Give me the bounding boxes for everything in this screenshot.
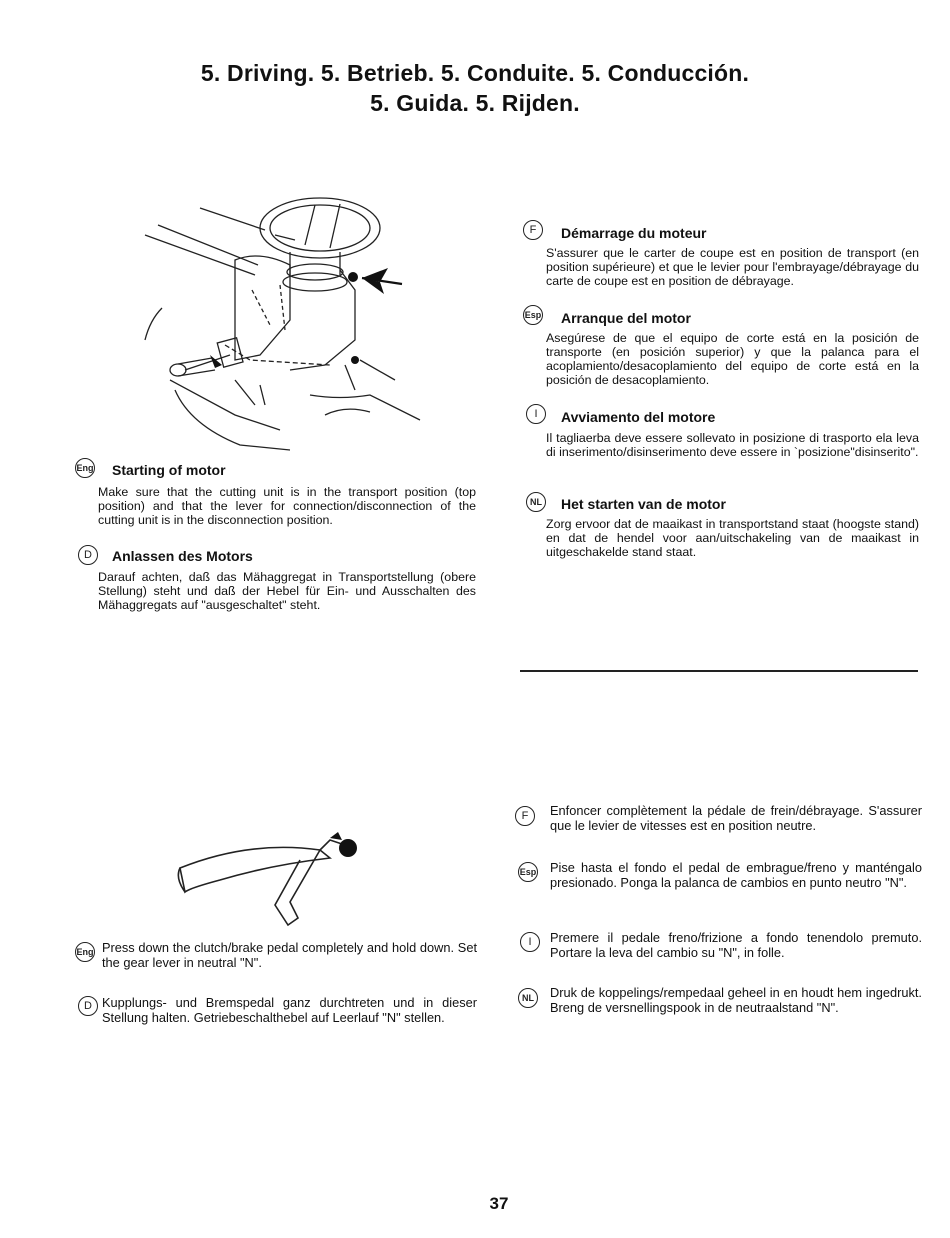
f-language-badge: F [523, 220, 543, 240]
eng-pedal-text: Press down the clutch/brake pedal completely and hold down. Set the gear lever in neutral "N". [102, 940, 477, 970]
i-pedal-text: Premere il pedale freno/frizione a fondo tenendolo premuto. Portare la leva del cambio su "N", in folle. [550, 930, 922, 960]
pedal-illustration [170, 830, 370, 930]
f-starting-text: S'assurer que le carter de coupe est en position de transport (en position supérieure) et que le levier pour l'embrayage/débrayage du carte de coupe est en position de débrayage. [546, 246, 919, 288]
i-starting-text: Il tagliaerba deve essere sollevato in posizione di trasporto ela leva di inserimento/disinserimento deve essere in `posizione"disinserito". [546, 431, 919, 459]
f-pedal-badge: F [515, 806, 535, 826]
f-pedal-text: Enfoncer complètement la pédale de frein/débrayage. S'assurer que le levier de vitesses est en position neutre. [550, 803, 922, 833]
esp-starting-heading: Arranque del motor [561, 310, 691, 326]
esp-starting-text: Asegúrese de que el equipo de corte está en la posición de transporte (en posición superior) y que la palanca para el acoplamiento/desacoplamiento del equipo de corte está en la posición de desacoplamiento. [546, 331, 919, 387]
esp-pedal-text: Pise hasta el fondo el pedal de embrague/freno y manténgalo presionado. Ponga la palanca de cambios en punto neutro "N". [550, 860, 922, 890]
f-starting-heading: Démarrage du moteur [561, 225, 707, 241]
i-language-badge: I [526, 404, 546, 424]
eng-pedal-badge: Eng [75, 942, 95, 962]
nl-pedal-text: Druk de koppelings/rempedaal geheel in en houdt hem ingedrukt. Breng de versnellingspook in de neutraalstand "N". [550, 985, 922, 1015]
nl-pedal-badge: NL [518, 988, 538, 1008]
d-starting-heading: Anlassen des Motors [112, 548, 253, 564]
section-divider [520, 670, 918, 672]
tractor-steering-illustration [140, 190, 430, 455]
d-pedal-badge: D [78, 996, 98, 1016]
page-title-line-2: 5. Guida. 5. Rijden. [370, 90, 580, 116]
d-language-badge: D [78, 545, 98, 565]
d-starting-text: Darauf achten, daß das Mähaggregat in Transportstellung (obere Stellung) steht und daß der Hebel für Ein- und Ausschalten des Mähaggregats auf "ausgeschaltet" steht. [98, 570, 476, 612]
i-starting-heading: Avviamento del motore [561, 409, 716, 425]
esp-language-badge: Esp [523, 305, 543, 325]
nl-starting-text: Zorg ervoor dat de maaikast in transportstand staat (hoogste stand) en dat de hendel voor aan/uitschakeling van de maaikast in uitgeschakelde stand staat. [546, 517, 919, 559]
nl-language-badge: NL [526, 492, 546, 512]
eng-language-badge: Eng [75, 458, 95, 478]
i-pedal-badge: I [520, 932, 540, 952]
page-number: 37 [489, 1194, 509, 1213]
d-pedal-text: Kupplungs- und Bremspedal ganz durchtreten und in dieser Stellung halten. Getriebeschalthebel auf Leerlauf "N" stellen. [102, 995, 477, 1025]
eng-starting-heading: Starting of motor [112, 462, 226, 478]
esp-pedal-badge: Esp [518, 862, 538, 882]
page-title-line-1: 5. Driving. 5. Betrieb. 5. Conduite. 5. Conducción. [200, 60, 750, 86]
nl-starting-heading: Het starten van de motor [561, 496, 726, 512]
eng-starting-text: Make sure that the cutting unit is in the transport position (top position) and that the lever for connection/disconnection of the cutting unit is in the disconnection position. [98, 485, 476, 527]
